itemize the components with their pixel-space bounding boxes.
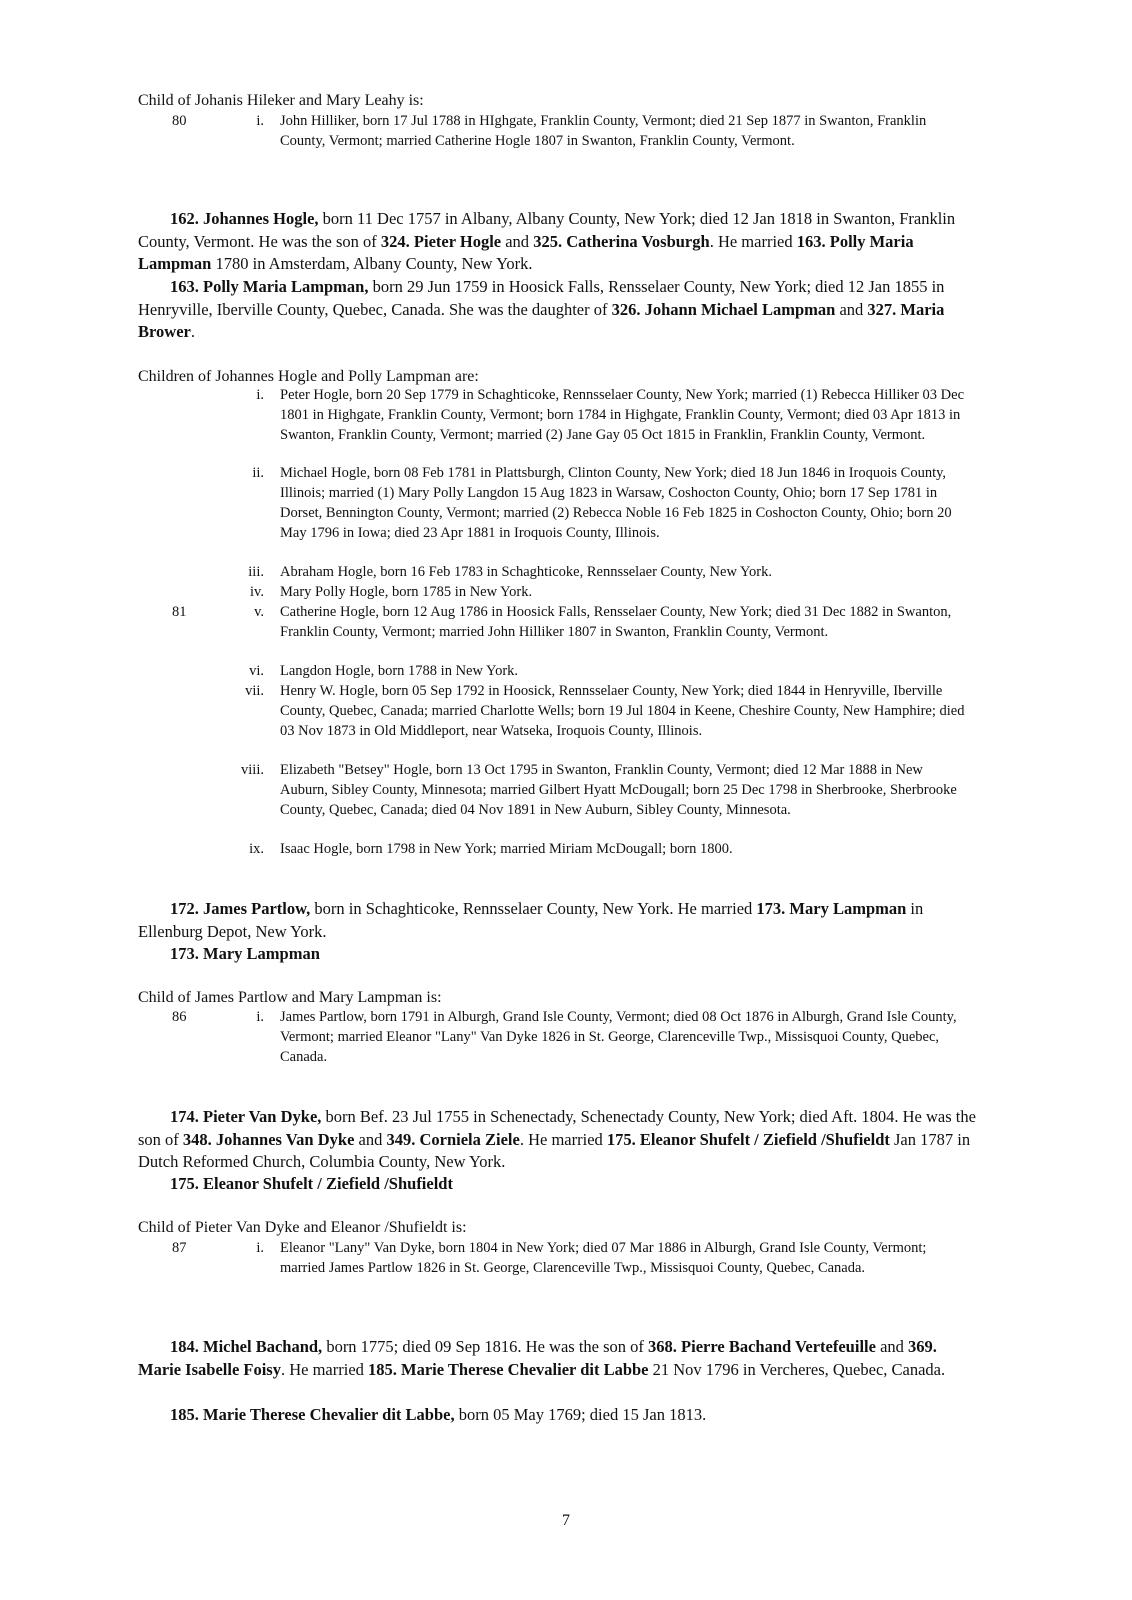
- entry-text: born 05 May 1769; died 15 Jan 1813.: [454, 1405, 707, 1424]
- child-details: John Hilliker, born 17 Jul 1788 in HIghgate, Franklin County, Vermont; died 21 Sep 1877 in Swanton, Franklin County, Vermont; married Catherine Hogle 1807 in Swanton, Franklin County, Vermont.: [280, 113, 927, 149]
- person-ref: 348. Johannes Van Dyke: [182, 1129, 355, 1149]
- entry-text: .: [190, 322, 195, 341]
- person-entry: [138, 898, 982, 943]
- entry-text: born 11 Dec 1757 in Albany, Albany County, New York; died 12 Jan 1818 in Swanton, Franklin County, Vermont. He was the son of: [138, 209, 956, 251]
- person-entry: [138, 1106, 982, 1174]
- child-details: Langdon Hogle, born 1788 in New York.: [280, 663, 519, 679]
- child-details: Abraham Hogle, born 16 Feb 1783 in Schaghticoke, Rennsselaer County, New York.: [280, 564, 772, 580]
- child-details: Eleanor "Lany" Van Dyke, born 1804 in New York; died 07 Mar 1886 in Alburgh, Grand Isle County, Vermont; married James Partlow 1826 in St. George, Clarenceville Twp., Missisquoi County, Quebec, Canada.: [280, 1240, 927, 1276]
- children-intro: Child of Johanis Hileker and Mary Leahy is:: [138, 92, 424, 109]
- child-roman-numeral: iv.: [250, 584, 264, 600]
- child-roman-numeral: vii.: [245, 683, 264, 699]
- child-roman-numeral: i.: [256, 1009, 264, 1025]
- child-number: 81: [172, 604, 187, 620]
- entry-text: in Ellenburg Depot, New York.: [138, 899, 924, 941]
- entry-text: and: [875, 1337, 909, 1356]
- person-ref: 326. Johann Michael Lampman: [611, 299, 836, 319]
- person-entry: [138, 1404, 982, 1427]
- child-number: 86: [172, 1009, 187, 1025]
- person-name: 175. Eleanor Shufelt / Ziefield /Shufieldt: [170, 1174, 453, 1193]
- person-entry: [138, 1173, 982, 1196]
- person-name: 162. Johannes Hogle,: [170, 209, 319, 228]
- person-entry: [138, 208, 982, 276]
- entry-text: 21 Nov 1796 in Vercheres, Quebec, Canada.: [648, 1359, 946, 1379]
- person-ref: 163. Polly Maria Lampman: [138, 231, 914, 273]
- children-intro: Child of Pieter Van Dyke and Eleanor /Shufieldt is:: [138, 1219, 467, 1236]
- person-name: 172. James Partlow,: [170, 899, 311, 918]
- child-number: 80: [172, 113, 187, 129]
- child-roman-numeral: vi.: [249, 663, 264, 679]
- children-intro: Child of James Partlow and Mary Lampman is:: [138, 989, 442, 1006]
- entry-text: . He married: [280, 1359, 369, 1379]
- entry-text: and: [501, 231, 534, 251]
- child-details: Mary Polly Hogle, born 1785 in New York.: [280, 584, 533, 600]
- person-entry: [138, 943, 982, 966]
- child-details: Catherine Hogle, born 12 Aug 1786 in Hoosick Falls, Rensselaer County, New York; died 31 Dec 1882 in Swanton, Franklin County, Vermont; married John Hilliker 1807 in Swanton, Franklin County, Vermont.: [280, 604, 952, 640]
- person-name: 174. Pieter Van Dyke,: [170, 1107, 322, 1126]
- child-details: James Partlow, born 1791 in Alburgh, Grand Isle County, Vermont; died 08 Oct 1876 in Alburgh, Grand Isle County, Vermont; married Eleanor "Lany" Van Dyke 1826 in St. George, Clarenceville Twp., Missisquoi County, Quebec, Canada.: [280, 1009, 957, 1065]
- person-ref: 175. Eleanor Shufelt / Ziefield /Shufieldt: [606, 1129, 890, 1149]
- entry-text: and: [835, 299, 868, 319]
- person-entry: [138, 1336, 982, 1381]
- person-ref: 327. Maria Brower: [138, 299, 945, 341]
- children-intro: Children of Johannes Hogle and Polly Lampman are:: [138, 368, 479, 385]
- entry-text: born Bef. 23 Jul 1755 in Schenectady, Schenectady County, New York; died Aft. 1804. He was the son of: [138, 1107, 976, 1149]
- child-details: Henry W. Hogle, born 05 Sep 1792 in Hoosick, Rennsselaer County, New York; died 1844 in Henryville, Iberville County, Quebec, Canada; married Charlotte Wells; born 19 Jul 1804 in Keene, Cheshire County, New Hamphire; died 03 Nov 1873 in Old Middleport, near Watseka, Iroquois County, Illinois.: [280, 683, 965, 739]
- person-ref: 324. Pieter Hogle: [380, 231, 502, 251]
- person-ref: 349. Corniela Ziele: [386, 1129, 520, 1149]
- person-name: 184. Michel Bachand,: [170, 1337, 323, 1356]
- entry-text: . He married: [519, 1129, 607, 1149]
- entry-text: . He married: [709, 231, 797, 251]
- entry-text: and: [354, 1129, 387, 1149]
- child-roman-numeral: i.: [256, 387, 264, 403]
- person-ref: 173. Mary Lampman: [756, 899, 907, 918]
- person-ref: 368. Pierre Bachand Vertefeuille: [648, 1337, 876, 1356]
- entry-text: born in Schaghticoke, Rennsselaer County, New York. He married: [310, 899, 757, 918]
- person-entry: [138, 276, 982, 344]
- entry-text: Jan 1787 in Dutch Reformed Church, Columbia County, New York.: [138, 1129, 971, 1171]
- child-details: Peter Hogle, born 20 Sep 1779 in Schaghticoke, Rennsselaer County, New York; married (1) Rebecca Hilliker 03 Dec 1801 in Highgate, Franklin County, Vermont; born 1784 in Highgate, Franklin County, Vermont; died 03 Apr 1813 in Swanton, Franklin County, Vermont; married (2) Jane Gay 05 Oct 1815 in Franklin, Franklin County, Vermont.: [280, 387, 965, 443]
- child-roman-numeral: iii.: [248, 564, 264, 580]
- page-number: 7: [562, 1512, 570, 1529]
- person-ref: 369. Marie Isabelle Foisy: [138, 1337, 937, 1379]
- person-name: 173. Mary Lampman: [170, 944, 320, 963]
- person-ref: 185. Marie Therese Chevalier dit Labbe: [368, 1359, 649, 1379]
- child-roman-numeral: ix.: [249, 841, 264, 857]
- person-name: 163. Polly Maria Lampman,: [170, 277, 369, 296]
- entry-text: born 1775; died 09 Sep 1816. He was the son of: [322, 1337, 649, 1356]
- child-details: Elizabeth "Betsey" Hogle, born 13 Oct 1795 in Swanton, Franklin County, Vermont; died 12 Mar 1888 in New Auburn, Sibley County, Minnesota; married Gilbert Hyatt McDougall; born 25 Dec 1798 in Sherbrooke, Sherbrooke County, Quebec, Canada; died 04 Nov 1891 in New Auburn, Sibley County, Minnesota.: [280, 762, 957, 818]
- child-number: 87: [172, 1240, 187, 1256]
- child-roman-numeral: ii.: [252, 465, 264, 481]
- child-roman-numeral: i.: [256, 113, 264, 129]
- child-roman-numeral: i.: [256, 1240, 264, 1256]
- entry-text: born 29 Jun 1759 in Hoosick Falls, Rensselaer County, New York; died 12 Jan 1855 in Henryville, Iberville County, Quebec, Canada. She was the daughter of: [138, 277, 945, 319]
- person-name: 185. Marie Therese Chevalier dit Labbe,: [170, 1405, 455, 1424]
- child-roman-numeral: viii.: [241, 762, 264, 778]
- child-details: Michael Hogle, born 08 Feb 1781 in Plattsburgh, Clinton County, New York; died 18 Jun 1846 in Iroquois County, Illinois; married (1) Mary Polly Langdon 15 Aug 1823 in Warsaw, Coshocton County, Ohio; born 17 Sep 1781 in Dorset, Bennington County, Vermont; married (2) Rebecca Noble 16 Feb 1825 in Coshocton County, Ohio; born 20 May 1796 in Iowa; died 23 Apr 1881 in Iroquois County, Illinois.: [280, 465, 952, 541]
- entry-text: 1780 in Amsterdam, Albany County, New York.: [211, 254, 533, 273]
- child-details: Isaac Hogle, born 1798 in New York; married Miriam McDougall; born 1800.: [280, 841, 733, 857]
- person-ref: 325. Catherina Vosburgh: [533, 231, 710, 251]
- child-roman-numeral: v.: [254, 604, 264, 620]
